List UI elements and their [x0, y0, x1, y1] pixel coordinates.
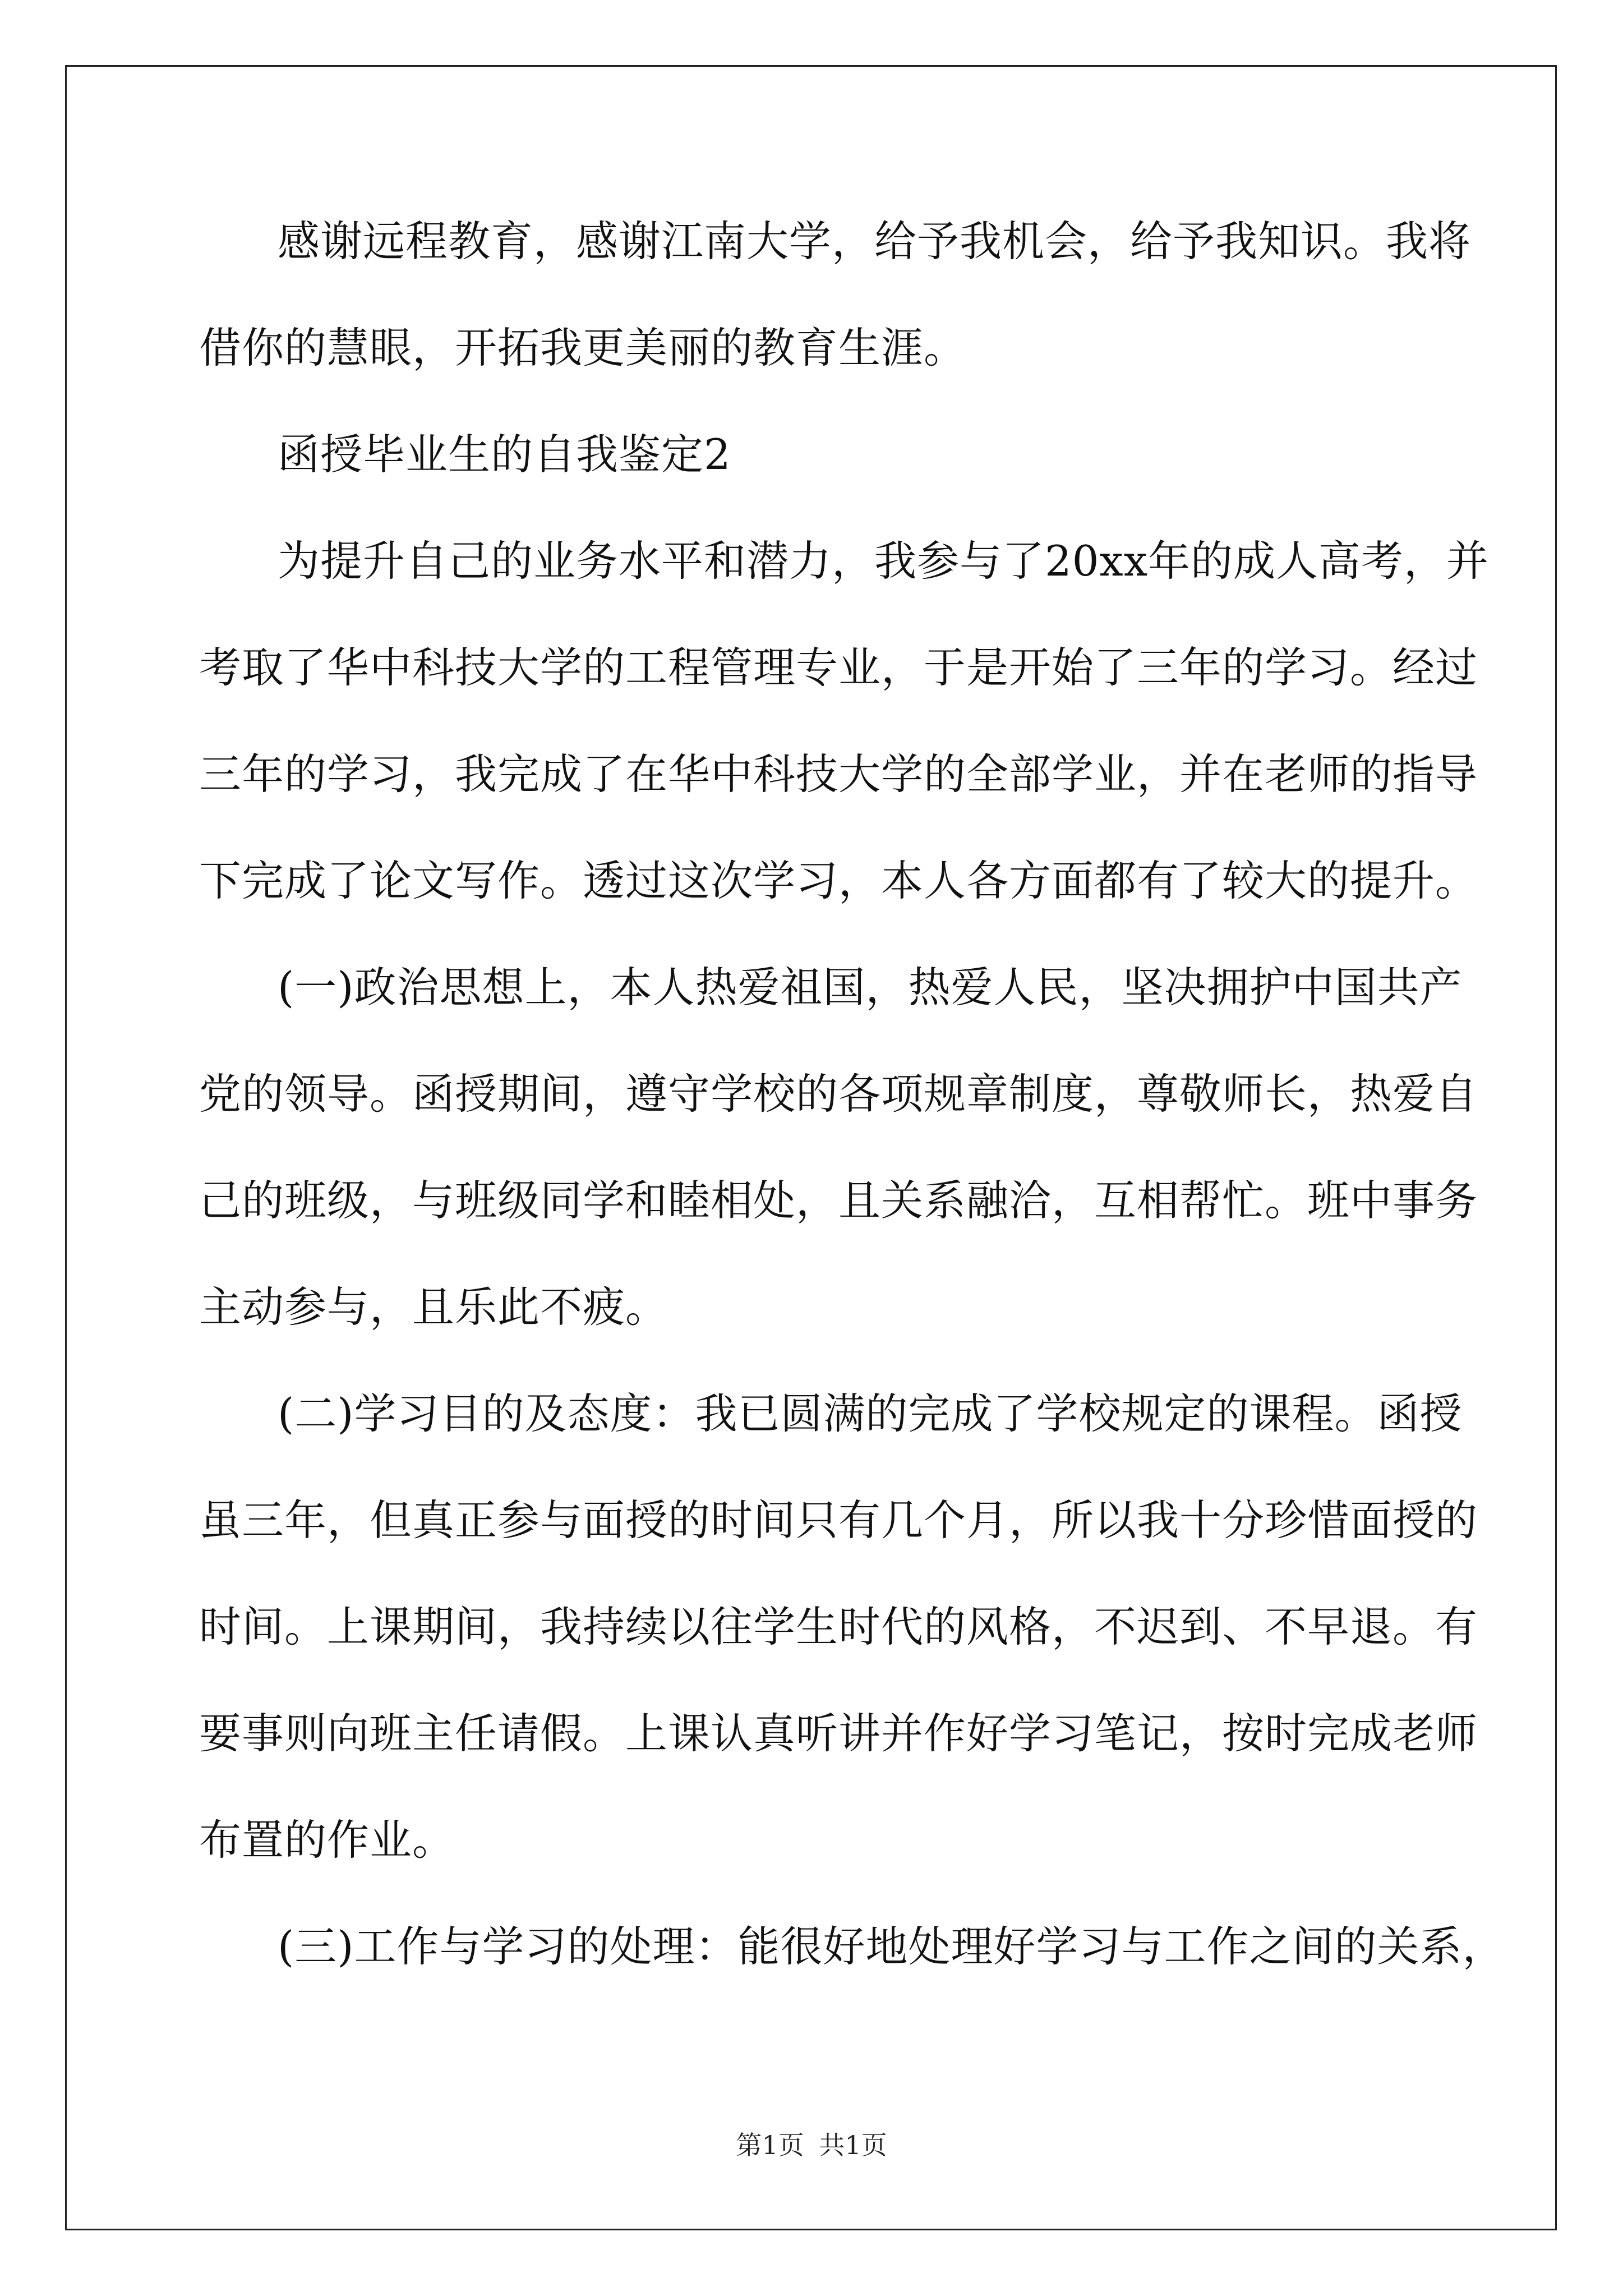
paragraph-line: 考取了华中科技大学的工程管理专业，于是开始了三年的学习。经过: [199, 643, 1478, 692]
page-footer: [0, 2128, 1623, 2162]
section-heading: 函授毕业生的自我鉴定2: [278, 430, 731, 479]
paragraph-line: 布置的作业。: [199, 1815, 455, 1865]
page-number: 第1页: [736, 2130, 804, 2160]
paragraph-line: (一)政治思想上，本人热爱祖国，热爱人民，坚决拥护中国共产: [278, 963, 1463, 1012]
paragraph-line: 感谢远程教育，感谢江南大学，给予我机会，给予我知识。我将: [278, 217, 1472, 266]
paragraph-line: 要事则向班主任请假。上课认真听讲并作好学习笔记，按时完成老师: [199, 1709, 1478, 1758]
paragraph-line: 虽三年，但真正参与面授的时间只有几个月，所以我十分珍惜面授的: [199, 1496, 1478, 1545]
paragraph-line: (二)学习目的及态度：我已圆满的完成了学校规定的课程。函授: [278, 1389, 1463, 1438]
paragraph-line: 为提升自己的业务水平和潜力，我参与了20xx年的成人高考，并: [278, 536, 1490, 586]
paragraph-line: 己的班级，与班级同学和睦相处，且关系融洽，互相帮忙。班中事务: [199, 1176, 1478, 1225]
page-total: 共1页: [819, 2130, 887, 2160]
paragraph-line: 三年的学习，我完成了在华中科技大学的全部学业，并在老师的指导: [199, 749, 1478, 799]
paragraph-line: 借你的慧眼，开拓我更美丽的教育生涯。: [199, 323, 967, 372]
paragraph-line: 党的领导。函授期间，遵守学校的各项规章制度，尊敬师长，热爱自: [199, 1069, 1478, 1119]
paragraph-line: (三)工作与学习的处理：能很好地处理好学习与工作之间的关系，: [278, 1922, 1505, 1971]
paragraph-line: 时间。上课期间，我持续以往学生时代的风格，不迟到、不早退。有: [199, 1602, 1478, 1651]
page-border: [65, 65, 1557, 2230]
paragraph-line: 下完成了论文写作。透过这次学习，本人各方面都有了较大的提升。: [199, 856, 1478, 905]
paragraph-line: 主动参与，且乐此不疲。: [199, 1282, 668, 1332]
